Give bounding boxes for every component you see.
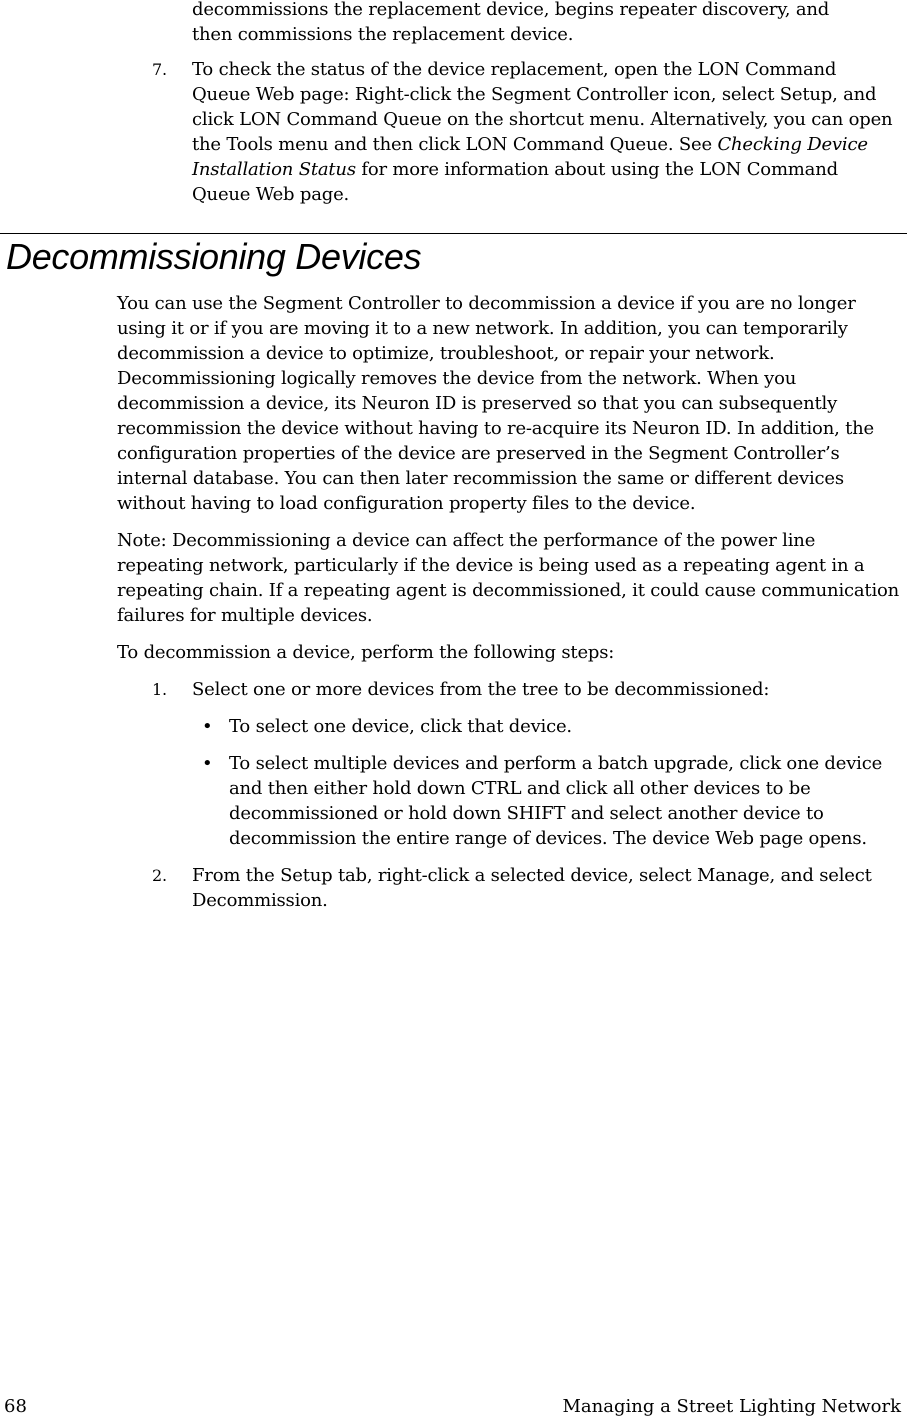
bullet-1-text: To select one device, click that device. [229, 716, 572, 737]
bullet-icon: • [202, 716, 213, 737]
running-footer-title: Managing a Street Lighting Network [562, 1396, 901, 1417]
cross-reference-link: Checking Device Installation Status [192, 134, 868, 180]
section-body [117, 291, 907, 925]
step-1 [117, 677, 907, 702]
steps-intro: To decommission a device, perform the following steps: [117, 642, 615, 663]
step-1-number: 1. [152, 680, 167, 699]
bullet-icon: • [202, 753, 213, 774]
bullet-2-text: To select multiple devices and perform a batch upgrade, click one device and then either hold down CTRL and click all other devices to be decommissioned or hold down SHIFT and select another device to decommission the entire range of devices. The device Web page opens. [229, 753, 883, 849]
step-7 [0, 57, 907, 207]
intro-paragraph: You can use the Segment Controller to decommission a device if you are no longer using it or if you are moving it to a new network. In addition, you can temporarily decommission a device to optimize, troubleshoot, or repair your network. Decommissioning logically removes the device from the network. When you decommission a device, its Neuron ID is preserved so that you can subsequently recommission the device without having to re-acquire its Neuron ID. In addition, the configuration properties of the device are preserved in the Segment Controller’s internal database. You can then later recommission the same or different devices without having to load configuration property files to the device. [117, 293, 875, 514]
page-number: 68 [4, 1396, 27, 1417]
step-7-text-end: for more information about using the LON Command Queue Web page. [192, 159, 838, 205]
step-6-line-1: decommissions the replacement device, begins repeater discovery, and [192, 0, 830, 20]
step-2 [117, 863, 907, 913]
step-7-text-start: To check the status of the device replacement, open the LON Command Queue Web page: Right-click the Segment Controller icon, select Setup, and click LON Command Queue on the shortcut menu. Alternatively, you can open the Tools menu and then click LON Command Queue. See [192, 59, 893, 155]
step-6-line-2: then commissions the replacement device. [192, 24, 574, 45]
note-paragraph: Note: Decommissioning a device can affect the performance of the power line repeating network, particularly if the device is being used as a repeating agent in a repeating chain. If a repeating agent is decommissioned, it could cause communication failures for multiple devices. [117, 530, 900, 626]
step-1-text: Select one or more devices from the tree to be decommissioned: [192, 679, 770, 700]
section-heading: Decommissioning Devices [6, 236, 422, 277]
step-2-text: From the Setup tab, right-click a selected device, select Manage, and select Decommission. [192, 865, 894, 911]
step-6-continuation [0, 0, 907, 47]
bullet-item-1 [117, 714, 907, 739]
bullet-item-2 [117, 751, 907, 851]
step-7-number: 7. [152, 60, 167, 79]
section-divider [0, 233, 907, 234]
previous-steps-continuation [0, 0, 907, 207]
step-2-number: 2. [152, 866, 167, 885]
